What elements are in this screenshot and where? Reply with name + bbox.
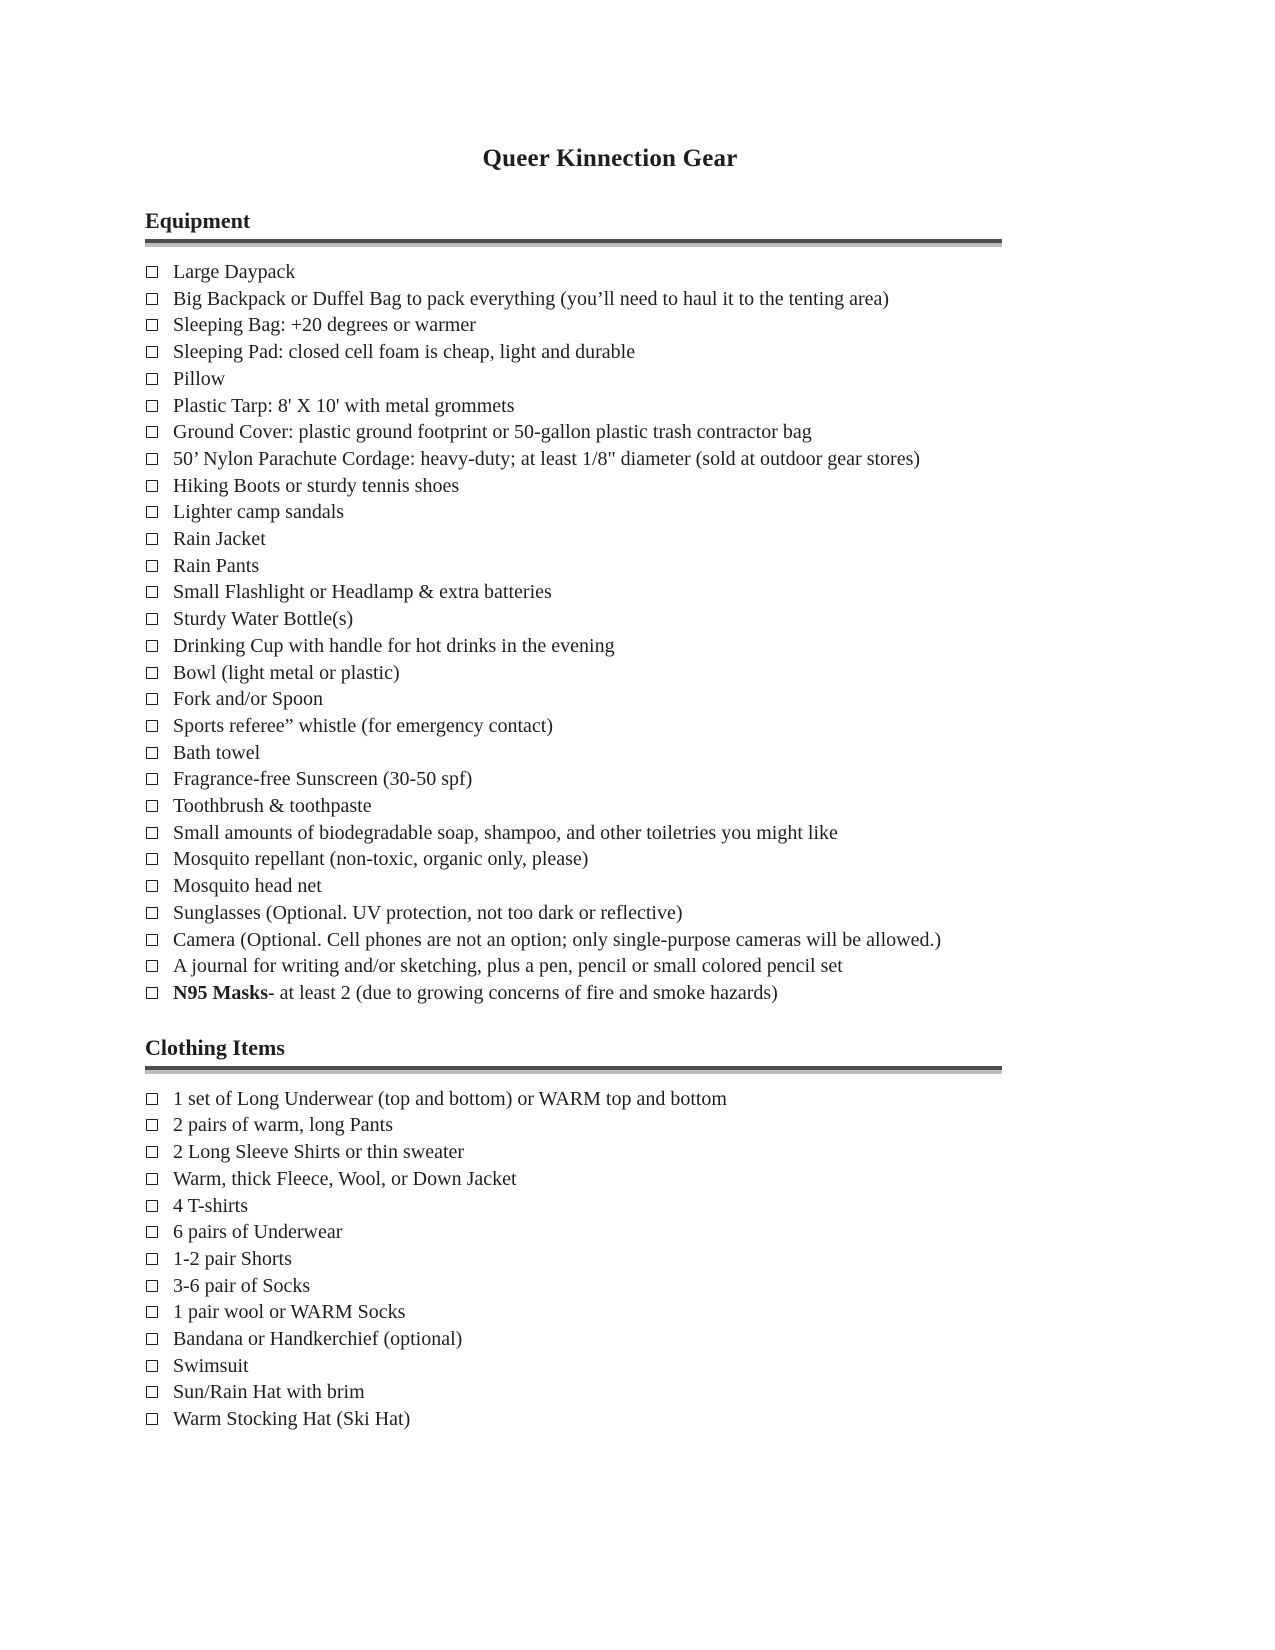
item-text-rest: - at least 2 (due to growing concerns of fire and smoke hazards): [268, 981, 778, 1004]
item-text-bold: N95 Masks: [173, 981, 269, 1004]
section-heading: Equipment: [145, 208, 251, 233]
checklist-item: [145, 953, 1075, 980]
item-text-rest: Sunglasses (Optional. UV protection, not too dark or reflective): [173, 901, 683, 924]
checkbox-icon[interactable]: [146, 613, 158, 625]
item-text: [173, 1273, 310, 1300]
item-text: [173, 1406, 410, 1433]
item-text-rest: 1-2 pair Shorts: [173, 1247, 292, 1270]
checklist-item: [145, 1166, 1075, 1193]
section-divider: [145, 239, 1002, 247]
item-text-rest: Small Flashlight or Headlamp & extra batteries: [173, 581, 552, 604]
item-text: [173, 579, 552, 606]
item-text: [173, 953, 843, 980]
checkbox-icon[interactable]: [146, 827, 158, 839]
item-text-rest: Sun/Rain Hat with brim: [173, 1381, 365, 1404]
checkbox-icon[interactable]: [146, 506, 158, 518]
item-text: [173, 553, 259, 580]
checklist-section: [145, 1035, 1075, 1433]
item-text: [173, 1326, 462, 1353]
checklist-item: [145, 499, 1075, 526]
checkbox-icon[interactable]: [146, 667, 158, 679]
item-text: [173, 473, 459, 500]
item-text: [173, 1219, 342, 1246]
item-text: [173, 1086, 727, 1113]
checklist-item: [145, 1112, 1075, 1139]
checkbox-icon[interactable]: [146, 1360, 158, 1372]
checklist-item: [145, 419, 1075, 446]
item-text: [173, 793, 372, 820]
item-text-rest: 6 pairs of Underwear: [173, 1221, 343, 1244]
item-text-rest: A journal for writing and/or sketching, plus a pen, pencil or small colored pencil set: [173, 955, 843, 978]
checklist-item: [145, 1086, 1075, 1113]
item-text: [173, 339, 635, 366]
item-text-rest: 1 set of Long Underwear (top and bottom) or WARM top and bottom: [173, 1087, 727, 1110]
item-text-rest: Swimsuit: [173, 1354, 249, 1377]
checklist-item: [145, 1379, 1075, 1406]
checklist-item: [145, 1219, 1075, 1246]
checkbox-icon[interactable]: [146, 880, 158, 892]
checkbox-icon[interactable]: [146, 1306, 158, 1318]
item-text: [173, 526, 266, 553]
document-title: Queer Kinnection Gear: [482, 145, 738, 172]
item-text: [173, 1112, 393, 1139]
checkbox-icon[interactable]: [146, 1413, 158, 1425]
checklist-item: [145, 1326, 1075, 1353]
checkbox-icon[interactable]: [146, 293, 158, 305]
item-text-rest: Bath towel: [173, 741, 261, 764]
item-text: [173, 419, 812, 446]
item-text: [173, 259, 295, 286]
item-text: [173, 1166, 517, 1193]
item-text: [173, 1353, 249, 1380]
checkbox-icon[interactable]: [146, 1253, 158, 1265]
checklist: [145, 259, 1075, 1007]
item-text: [173, 660, 400, 687]
checkbox-icon[interactable]: [146, 1280, 158, 1292]
item-text: [173, 312, 476, 339]
item-text-rest: Rain Jacket: [173, 528, 266, 551]
checkbox-icon[interactable]: [146, 400, 158, 412]
checklist-item: [145, 1353, 1075, 1380]
item-text: [173, 766, 472, 793]
checkbox-icon[interactable]: [146, 720, 158, 732]
sections-container: [145, 208, 1075, 1433]
checkbox-icon[interactable]: [146, 560, 158, 572]
item-text-rest: Hiking Boots or sturdy tennis shoes: [173, 474, 460, 497]
item-text: [173, 366, 225, 393]
item-text: [173, 1299, 405, 1326]
checkbox-icon[interactable]: [146, 747, 158, 759]
checkbox-icon[interactable]: [146, 934, 158, 946]
item-text-rest: Sleeping Bag: +20 degrees or warmer: [173, 314, 476, 337]
checkbox-icon[interactable]: [146, 640, 158, 652]
item-text: [173, 1246, 292, 1273]
checklist-item: [145, 579, 1075, 606]
item-text-rest: Camera (Optional. Cell phones are not an option; only single-purpose cameras will be allowed.): [173, 928, 942, 951]
checklist-item: [145, 393, 1075, 420]
item-text: [173, 446, 920, 473]
item-text-rest: Mosquito repellant (non-toxic, organic only, please): [173, 848, 589, 871]
item-text-rest: Toothbrush & toothpaste: [173, 795, 372, 818]
checklist-item: [145, 927, 1075, 954]
item-text: [173, 633, 615, 660]
checkbox-icon[interactable]: [146, 1093, 158, 1105]
item-text: [173, 873, 322, 900]
checklist-item: [145, 980, 1075, 1007]
item-text-rest: 2 Long Sleeve Shirts or thin sweater: [173, 1141, 465, 1164]
item-text-rest: Big Backpack or Duffel Bag to pack everything (you’ll need to haul it to the tenting area): [173, 287, 890, 310]
item-text-rest: Fork and/or Spoon: [173, 688, 323, 711]
checklist-item: [145, 873, 1075, 900]
item-text-rest: Sleeping Pad: closed cell foam is cheap, light and durable: [173, 341, 636, 364]
checklist-item: [145, 766, 1075, 793]
checklist-item: [145, 446, 1075, 473]
item-text-rest: 4 T-shirts: [173, 1194, 249, 1217]
item-text-rest: Sturdy Water Bottle(s): [173, 608, 354, 631]
item-text-rest: 1 pair wool or WARM Socks: [173, 1301, 406, 1324]
checklist-item: [145, 259, 1075, 286]
item-text: [173, 1379, 365, 1406]
checkbox-icon[interactable]: [146, 773, 158, 785]
checklist-item: [145, 1246, 1075, 1273]
item-text-rest: Warm Stocking Hat (Ski Hat): [173, 1408, 411, 1431]
checkbox-icon[interactable]: [146, 266, 158, 278]
item-text-rest: Pillow: [173, 367, 226, 390]
checkbox-icon[interactable]: [146, 693, 158, 705]
checklist-item: [145, 820, 1075, 847]
checkbox-icon[interactable]: [146, 1173, 158, 1185]
checkbox-icon[interactable]: [146, 907, 158, 919]
checklist-item: [145, 660, 1075, 687]
item-text-rest: 2 pairs of warm, long Pants: [173, 1114, 393, 1137]
checklist-section: [145, 208, 1075, 1007]
checkbox-icon[interactable]: [146, 1333, 158, 1345]
item-text-rest: Mosquito head net: [173, 875, 322, 898]
item-text: [173, 1193, 248, 1220]
checkbox-icon[interactable]: [146, 533, 158, 545]
checkbox-icon[interactable]: [146, 987, 158, 999]
checkbox-icon[interactable]: [146, 346, 158, 358]
checklist-item: [145, 553, 1075, 580]
item-text-rest: Ground Cover: plastic ground footprint or 50-gallon plastic trash contractor bag: [173, 421, 812, 444]
document-content: [145, 144, 1075, 1433]
checklist-item: [145, 713, 1075, 740]
item-text-rest: Plastic Tarp: 8' X 10' with metal grommets: [173, 394, 515, 417]
item-text-rest: Sports referee” whistle (for emergency contact): [173, 714, 554, 737]
checkbox-icon[interactable]: [146, 453, 158, 465]
checkbox-icon[interactable]: [146, 426, 158, 438]
checkbox-icon[interactable]: [146, 319, 158, 331]
item-text-rest: Bandana or Handkerchief (optional): [173, 1328, 463, 1351]
section-divider: [145, 1066, 1002, 1074]
checklist-item: [145, 1139, 1075, 1166]
item-text: [173, 927, 941, 954]
item-text-rest: Lighter camp sandals: [173, 501, 345, 524]
checklist-item: [145, 1406, 1075, 1433]
checkbox-icon[interactable]: [146, 1146, 158, 1158]
item-text: [173, 713, 553, 740]
item-text-rest: Warm, thick Fleece, Wool, or Down Jacket: [173, 1167, 517, 1190]
item-text: [173, 740, 260, 767]
checklist-item: [145, 526, 1075, 553]
item-text-rest: Small amounts of biodegradable soap, shampoo, and other toiletries you might like: [173, 821, 838, 844]
item-text-rest: Large Daypack: [173, 261, 296, 283]
item-text: [173, 900, 683, 927]
checkbox-icon[interactable]: [146, 853, 158, 865]
checkbox-icon[interactable]: [146, 1386, 158, 1398]
checkbox-icon[interactable]: [146, 480, 158, 492]
item-text-rest: Bowl (light metal or plastic): [173, 661, 400, 684]
item-text-rest: Rain Pants: [173, 554, 260, 577]
checklist-item: [145, 312, 1075, 339]
item-text-rest: Fragrance-free Sunscreen (30-50 spf): [173, 768, 473, 791]
item-text: [173, 980, 778, 1007]
checklist-item: [145, 1299, 1075, 1326]
checklist-item: [145, 740, 1075, 767]
checklist-item: [145, 686, 1075, 713]
checkbox-icon[interactable]: [146, 960, 158, 972]
item-text: [173, 606, 353, 633]
checkbox-icon[interactable]: [146, 586, 158, 598]
item-text: [173, 286, 889, 313]
checklist-item: [145, 1273, 1075, 1300]
checkbox-icon[interactable]: [146, 1226, 158, 1238]
checkbox-icon[interactable]: [146, 373, 158, 385]
checklist-item: [145, 366, 1075, 393]
checklist-item: [145, 900, 1075, 927]
checklist-item: [145, 633, 1075, 660]
checklist-item: [145, 606, 1075, 633]
checklist-item: [145, 473, 1075, 500]
item-text: [173, 1139, 464, 1166]
checklist-item: [145, 339, 1075, 366]
checklist-item: [145, 793, 1075, 820]
checklist-item: [145, 846, 1075, 873]
item-text: [173, 393, 515, 420]
item-text: [173, 686, 323, 713]
item-text: [173, 820, 838, 847]
item-text: [173, 846, 588, 873]
checklist: [145, 1086, 1075, 1433]
checkbox-icon[interactable]: [146, 800, 158, 812]
checklist-item: [145, 286, 1075, 313]
checkbox-icon[interactable]: [146, 1119, 158, 1131]
item-text-rest: 3-6 pair of Socks: [173, 1274, 311, 1297]
item-text-rest: Drinking Cup with handle for hot drinks in the evening: [173, 634, 615, 657]
section-heading: Clothing Items: [145, 1034, 285, 1060]
item-text-rest: 50’ Nylon Parachute Cordage: heavy-duty; at least 1/8" diameter (sold at outdoor gear stores): [173, 447, 921, 470]
item-text: [173, 499, 344, 526]
checkbox-icon[interactable]: [146, 1200, 158, 1212]
checklist-item: [145, 1193, 1075, 1220]
